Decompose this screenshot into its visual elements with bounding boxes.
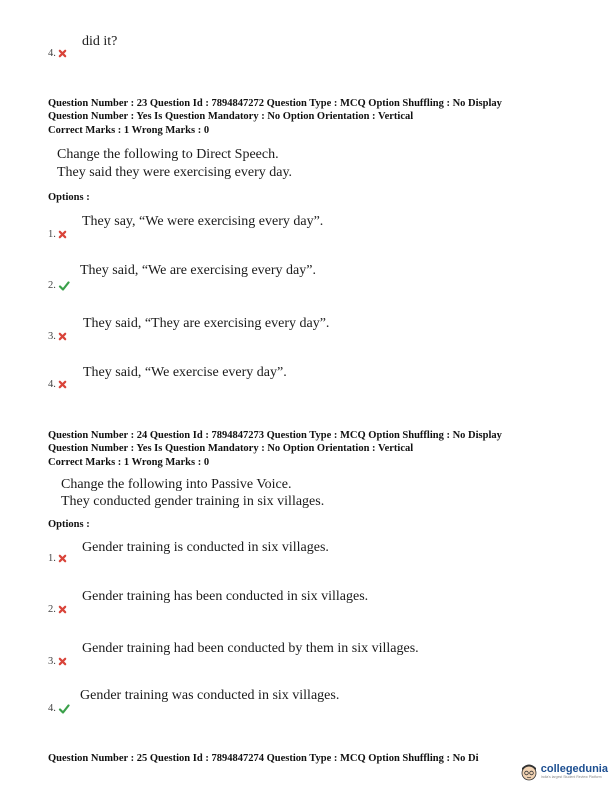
q23-option-3-num: 3. (48, 331, 56, 342)
wrong-mark-icon (58, 605, 67, 614)
q23-question-line-2: They said they were exercising every day. (57, 165, 293, 180)
q24-option-3-num: 3. (48, 656, 56, 667)
q24-option-3-number (48, 656, 67, 667)
q24-question-line-1: Change the following into Passive Voice. (61, 477, 292, 492)
q23-option-4-num: 4. (48, 379, 56, 390)
correct-check-icon (58, 281, 70, 291)
q23-option-1-num: 1. (48, 229, 56, 240)
q23-option-1-number (48, 229, 67, 240)
wrong-mark-icon (58, 49, 67, 58)
q24-meta-line-2: Question Number : Yes Is Question Mandatory : No Option Orientation : Vertical (48, 443, 414, 454)
q23-option-2-num: 2. (48, 280, 56, 291)
q24-option-4-num: 4. (48, 703, 56, 714)
wrong-mark-icon (58, 332, 67, 341)
q23-option-2-text: They said, “We are exercising every day”. (80, 263, 316, 278)
q24-option-4-text: Gender training was conducted in six villages. (80, 688, 340, 703)
wrong-mark-icon (58, 554, 67, 563)
q23-options-label: Options : (48, 192, 90, 203)
wrong-mark-icon (58, 657, 67, 666)
prev-option-4-number (48, 48, 67, 59)
q24-option-1-num: 1. (48, 553, 56, 564)
collegedunia-logo (519, 762, 608, 782)
q24-option-2-num: 2. (48, 604, 56, 615)
q23-question-line-1: Change the following to Direct Speech. (57, 147, 279, 162)
q23-option-4-number (48, 379, 67, 390)
logo-name: collegedunia (540, 763, 608, 775)
q24-meta-line-3: Correct Marks : 1 Wrong Marks : 0 (48, 457, 210, 468)
q24-options-label: Options : (48, 519, 90, 530)
logo-tagline: India's largest Student Review Platform (540, 775, 602, 779)
q23-option-2-number (48, 280, 70, 291)
q23-option-3-text: They said, “They are exercising every day”. (83, 316, 330, 331)
wrong-mark-icon (58, 380, 67, 389)
q24-option-2-text: Gender training has been conducted in six villages. (82, 589, 369, 604)
prev-option-4-text: did it? (82, 34, 118, 49)
q23-option-1-text: They say, “We were exercising every day”. (82, 214, 324, 229)
prev-option-4-num: 4. (48, 48, 56, 59)
q23-meta-line-1: Question Number : 23 Question Id : 7894847272 Question Type : MCQ Option Shuffling : No Display (48, 98, 502, 109)
q24-option-3-text: Gender training had been conducted by them in six villages. (82, 641, 419, 656)
q24-question-line-2: They conducted gender training in six villages. (61, 494, 325, 509)
q25-meta-line-1: Question Number : 25 Question Id : 7894847274 Question Type : MCQ Option Shuffling : No Di (48, 753, 479, 764)
q23-option-3-number (48, 331, 67, 342)
q24-option-1-number (48, 553, 67, 564)
mascot-icon (519, 762, 539, 782)
q24-option-1-text: Gender training is conducted in six villages. (82, 540, 329, 555)
q23-meta-line-2: Question Number : Yes Is Question Mandatory : No Option Orientation : Vertical (48, 111, 414, 122)
correct-check-icon (58, 704, 70, 714)
q24-option-4-number (48, 703, 70, 714)
q24-meta-line-1: Question Number : 24 Question Id : 7894847273 Question Type : MCQ Option Shuffling : No Display (48, 430, 502, 441)
wrong-mark-icon (58, 230, 67, 239)
q23-option-4-text: They said, “We exercise every day”. (83, 365, 287, 380)
q23-meta-line-3: Correct Marks : 1 Wrong Marks : 0 (48, 125, 210, 136)
q24-option-2-number (48, 604, 67, 615)
